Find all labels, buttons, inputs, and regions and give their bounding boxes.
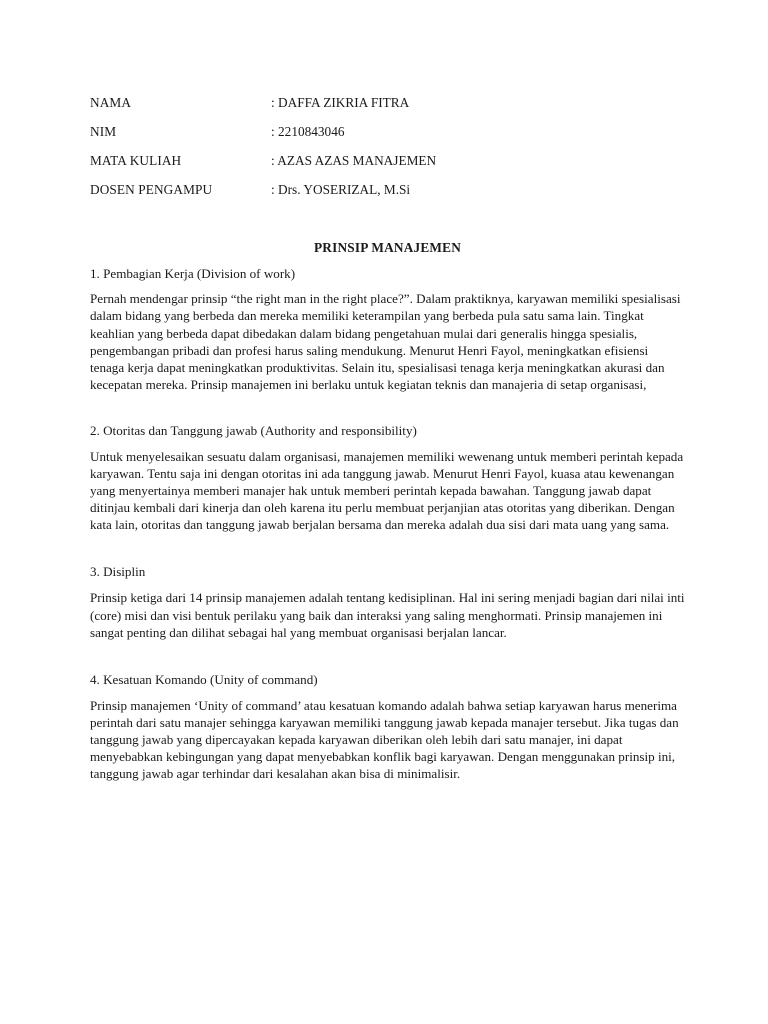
section-kesatuan-komando <box>90 671 685 782</box>
section-body: Prinsip manajemen ‘Unity of command’ atau kesatuan komando adalah bahwa setiap karyawan harus menerima perintah dari satu manajer sehingga karyawan memiliki tanggung jawab kepada manajer tersebut. Jika tugas dan tanggung jawab yang dipercayakan kepada karyawan diberikan oleh lebih dari satu manajer, ini dapat menyebabkan kebingungan yang dapat menyebabkan konflik bagi karyawan. Dengan menggunakan prinsip ini, tanggung jawab agar terhindar dari kesalahan akan bisa di minimalisir. <box>90 697 679 782</box>
info-row-nama <box>90 93 436 122</box>
section-body: Untuk menyelesaikan sesuatu dalam organisasi, manajemen memiliki wewenang untuk memberi perintah kepada karyawan. Tentu saja ini dengan otoritas ini ada tanggung jawab. Menurut Henri Fayol, kuasa atau kewenangan yang menyertainya memberi manajer hak untuk memberi perintah kepada bawahan. Tanggung jawab dapat ditinjau kembali dari kinerja dan oleh karena itu perlu membuat perjanjian atas otoritas yang diberikan. Dengan kata lain, otoritas dan tanggung jawab berjalan bersama dan mereka adalah dua sisi dari mata uang yang sama. <box>90 448 684 533</box>
info-row-mata-kuliah <box>90 151 436 180</box>
info-value: : 2210843046 <box>271 124 345 140</box>
info-value: : Drs. YOSERIZAL, M.Si <box>271 182 411 198</box>
info-row-nim <box>90 122 436 151</box>
info-label: MATA KULIAH <box>90 153 182 169</box>
info-value: : AZAS AZAS MANAJEMEN <box>271 153 437 169</box>
info-label: NIM <box>90 124 117 140</box>
section-otoritas <box>90 422 685 533</box>
section-heading: 4. Kesatuan Komando (Unity of command) <box>90 671 318 687</box>
student-info-table <box>90 93 436 209</box>
info-label: NAMA <box>90 95 132 110</box>
section-body: Pernah mendengar prinsip “the right man in the right place?”. Dalam praktiknya, karyawan memiliki spesialisasi dalam bidang yang berbeda dan mereka memiliki keterampilan yang berbeda pula satu sama lain. Tingkat keahlian yang berbeda dapat dibedakan dalam bidang pengetahuan mulai dari generalis hingga spesialis, pengembangan pribadi dan profesi harus saling mendukung. Menurut Henri Fayol, meningkatkan efisiensi tenaga kerja dapat meningkatkan produktivitas. Selain itu, spesialisasi tenaga kerja meningkatkan akurasi dan kecepatan mereka. Prinsip manajemen ini berlaku untuk kegiatan teknis dan manajeria di setap organisasi, <box>90 291 681 392</box>
document-title: PRINSIP MANAJEMEN <box>313 240 462 256</box>
info-row-dosen-pengampu <box>90 180 436 209</box>
info-value: : DAFFA ZIKRIA FITRA <box>271 95 410 110</box>
section-disiplin <box>90 563 685 640</box>
section-pembagian-kerja <box>90 265 685 393</box>
info-label: DOSEN PENGAMPU <box>90 182 213 198</box>
section-body: Prinsip ketiga dari 14 prinsip manajemen adalah tentang kedisiplinan. Hal ini sering menjadi bagian dari nilai inti (core) misi dan visi bentuk perilaku yang baik dan interaksi yang saling menghormati. Prinsip manajemen ini sangat penting dan dilihat sebagai hal yang membuat organisasi berjalan lancar. <box>90 590 685 640</box>
document-content <box>90 93 685 782</box>
section-heading: 3. Disiplin <box>90 564 146 580</box>
section-heading: 2. Otoritas dan Tanggung jawab (Authority and responsibility) <box>90 422 417 438</box>
section-heading: 1. Pembagian Kerja (Division of work) <box>90 266 296 282</box>
